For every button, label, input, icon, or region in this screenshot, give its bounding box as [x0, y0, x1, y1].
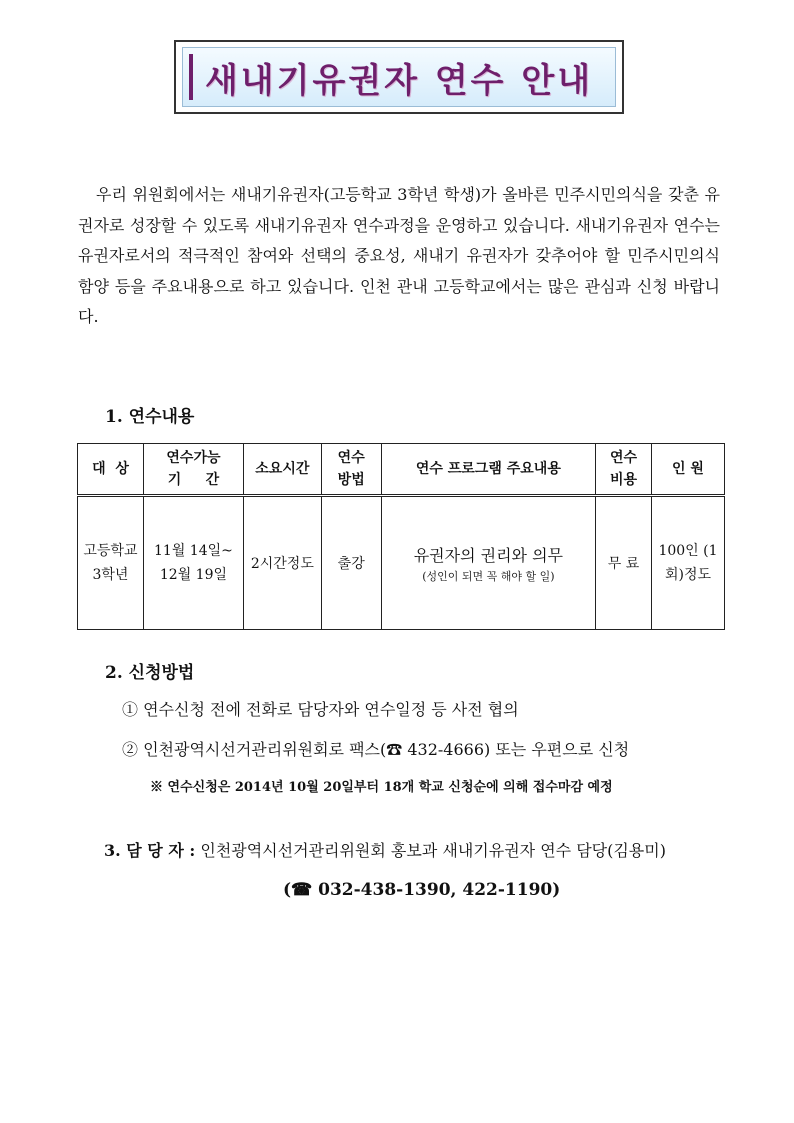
title-box [174, 40, 624, 114]
apply-step-2: ② 인천광역시선거관리위원회로 팩스(☎ 432-4666) 또는 우편으로 신청 [122, 740, 630, 759]
cell-program [381, 496, 595, 630]
cell-period [143, 496, 243, 630]
header-count: 인 원 [651, 444, 724, 496]
header-program: 연수 프로그램 주요내용 [381, 444, 595, 496]
training-table [77, 443, 725, 630]
header-period: 연수가능 기 간 [143, 444, 243, 496]
intro-text: 우리 위원회에서는 새내기유권자(고등학교 3학년 학생)가 올바른 민주시민의식을 갖춘 유권자로 성장할 수 있도록 새내기유권자 연수과정을 운영하고 있습니다. 새내기유권자 연수는 유권자로서의 적극적인 참여와 선택의 중요성, 새내기 유권자가 갖추어야 할 민주시민의식 함양 등을 주요내용으로 하고 있습니다. 인천 관내 고등학교에서는 많은 관심과 신청 바랍니다. [78, 185, 720, 326]
cell-method: 출강 [321, 496, 381, 630]
table-header-row [78, 444, 725, 496]
intro-paragraph [78, 180, 720, 333]
page-title: 새내기유권자 연수 안내 [204, 60, 594, 101]
header-method: 연수 방법 [321, 444, 381, 496]
contact-phones: (☎ 032-438-1390, 422-1190) [283, 880, 561, 900]
section1-heading: 1. 연수내용 [105, 407, 195, 427]
cell-target-text: 고등학교 3학년 [83, 543, 138, 583]
cell-period-text: 11월 14일~ 12월 19일 [154, 543, 233, 583]
apply-step-1: ① 연수신청 전에 전화로 담당자와 연수일정 등 사전 협의 [122, 700, 519, 719]
apply-note: ※ 연수신청은 2014년 10월 20일부터 18개 학교 신청순에 의해 접수마감 예정 [150, 780, 613, 795]
header-duration: 소요시간 [243, 444, 321, 496]
contact-label: 3. 담 당 자 : [104, 841, 196, 860]
header-cost: 연수 비용 [596, 444, 652, 496]
contact-text: 인천광역시선거관리위원회 홍보과 새내기유권자 연수 담당(김용미) [200, 841, 666, 860]
section2-heading: 2. 신청방법 [105, 663, 195, 683]
cell-duration: 2시간정도 [243, 496, 321, 630]
cell-count [651, 496, 724, 630]
title-banner [182, 47, 616, 107]
table-row [78, 496, 725, 630]
cell-program-text: 유권자의 권리와 의무 [413, 545, 563, 565]
cell-target [78, 496, 144, 630]
header-target: 대 상 [78, 444, 144, 496]
cell-cost: 무 료 [596, 496, 652, 630]
cell-count-text: 100인 (1회)정도 [658, 543, 718, 583]
contact-line [104, 838, 666, 861]
cell-program-note: (성인이 되면 꼭 해야 할 일) [422, 569, 555, 583]
